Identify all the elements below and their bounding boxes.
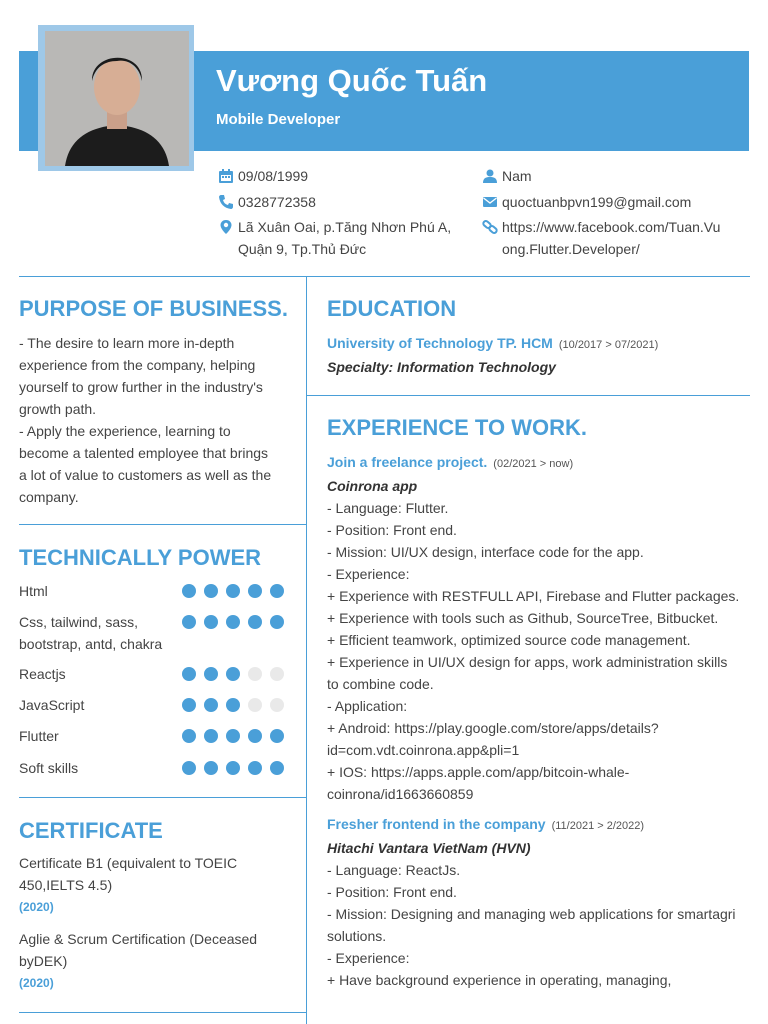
purpose-line: growth path.: [19, 401, 97, 417]
address-info: [218, 216, 451, 260]
rating-dot-filled: [270, 729, 284, 743]
website-info: [482, 216, 720, 260]
experience-title: EXPERIENCE TO WORK.: [327, 415, 587, 440]
purpose-line: a lot of value to customers as well as the: [19, 467, 272, 483]
job-detail: + Experience with RESTFULL API, Firebase and Flutter packages.: [327, 588, 740, 604]
job-title: Fresher frontend in the company: [327, 816, 546, 832]
job-detail: - Position: Front end.: [327, 884, 457, 900]
job-company: Coinrona app: [327, 478, 418, 494]
education-specialty: Specialty: Information Technology: [327, 359, 556, 375]
certificate-line: byDEK): [19, 953, 68, 969]
purpose-line: - Apply the experience, learning to: [19, 423, 231, 439]
candidate-role: Mobile Developer: [216, 111, 341, 128]
android-link[interactable]: id=com.vdt.coinrona.app&pli=1: [327, 742, 520, 758]
calendar-icon: [218, 168, 234, 184]
rating-dot-filled: [248, 729, 262, 743]
ios-link[interactable]: + IOS: https://apps.apple.com/app/bitcoin-whale-: [327, 764, 630, 780]
rating-dot-filled: [226, 615, 240, 629]
website-line1[interactable]: https://www.facebook.com/Tuan.Vu: [502, 219, 721, 235]
rating-dot-filled: [182, 729, 196, 743]
job-detail: - Application:: [327, 698, 408, 714]
job-detail: + Experience with tools such as Github, SourceTree, Bitbucket.: [327, 610, 719, 626]
email-icon: [482, 194, 498, 210]
rating-dot-filled: [182, 698, 196, 712]
rating-dot-filled: [182, 761, 196, 775]
user-icon: [482, 168, 498, 184]
skill-name: Flutter: [19, 728, 59, 744]
rating-dot-filled: [248, 615, 262, 629]
job-detail: - Position: Front end.: [327, 522, 457, 538]
certificate-item: [19, 928, 299, 994]
rating-dot-filled: [226, 729, 240, 743]
rating-dot-empty: [248, 667, 262, 681]
skill-rating: [174, 615, 284, 629]
profile-photo: [45, 31, 189, 166]
rating-dot-filled: [248, 584, 262, 598]
rating-dot-filled: [204, 729, 218, 743]
rating-dot-filled: [248, 761, 262, 775]
address-line2: Quận 9, Tp.Thủ Đức: [238, 241, 367, 257]
job-detail: + Have background experience in operating, managing,: [327, 972, 672, 988]
certificate-year: (2020): [19, 900, 54, 914]
rating-dot-filled: [204, 761, 218, 775]
rating-dot-filled: [182, 615, 196, 629]
skill-row: [19, 757, 284, 779]
purpose-line: experience from the company, helping: [19, 357, 256, 373]
skill-row: [19, 725, 284, 747]
job-detail: + Efficient teamwork, optimized source code management.: [327, 632, 691, 648]
purpose-line: become a talented employee that brings: [19, 445, 269, 461]
android-link[interactable]: + Android: https://play.google.com/store/apps/details?: [327, 720, 659, 736]
rating-dot-empty: [270, 698, 284, 712]
skill-name: Html: [19, 583, 48, 599]
address-line1: Lã Xuân Oai, p.Tăng Nhơn Phú A,: [238, 219, 452, 235]
email-info: [482, 191, 691, 213]
skill-row: [19, 663, 284, 685]
rating-dot-filled: [270, 761, 284, 775]
rating-dot-filled: [182, 667, 196, 681]
purpose-line: company.: [19, 489, 79, 505]
rating-dot-filled: [204, 698, 218, 712]
certificate-line: Certificate B1 (equivalent to TOEIC: [19, 855, 238, 871]
skill-rating: [174, 584, 284, 598]
job-entry: [327, 813, 752, 991]
skills-divider: [19, 797, 306, 798]
job-detail: solutions.: [327, 928, 387, 944]
candidate-name: Vương Quốc Tuấn: [216, 63, 488, 98]
skill-name-line2: bootstrap, antd, chakra: [19, 636, 163, 652]
job-detail: - Language: ReactJs.: [327, 862, 461, 878]
job-detail: - Language: Flutter.: [327, 500, 449, 516]
education-title: EDUCATION: [327, 296, 457, 321]
school-name: University of Technology TP. HCM: [327, 335, 553, 351]
job-detail: - Mission: Designing and managing web applications for smartagri: [327, 906, 736, 922]
skill-rating: [174, 761, 284, 775]
education-period: (10/2017 > 07/2021): [558, 339, 659, 351]
rating-dot-filled: [204, 584, 218, 598]
rating-dot-filled: [226, 667, 240, 681]
certificate-divider: [19, 1012, 306, 1013]
certificate-title: CERTIFICATE: [19, 818, 163, 843]
job-detail: - Experience:: [327, 566, 410, 582]
skill-name: Soft skills: [19, 760, 79, 776]
certificate-item: [19, 852, 299, 918]
skill-name: Reactjs: [19, 666, 66, 682]
rating-dot-empty: [270, 667, 284, 681]
gender-text: Nam: [502, 168, 532, 184]
job-detail: to combine code.: [327, 676, 434, 692]
job-detail: - Mission: UI/UX design, interface code for the app.: [327, 544, 644, 560]
purpose-line: - The desire to learn more in-depth: [19, 335, 235, 351]
skills-title: TECHNICALLY POWER: [19, 545, 262, 570]
purpose-title: PURPOSE OF BUSINESS.: [19, 296, 288, 321]
website-line2[interactable]: ong.Flutter.Developer/: [502, 241, 640, 257]
job-entry: [327, 451, 752, 805]
skill-row: [19, 611, 284, 655]
phone-info: [218, 191, 316, 213]
purpose-divider: [19, 524, 306, 525]
link-icon: [482, 219, 498, 235]
education-entry: [327, 332, 747, 378]
rating-dot-filled: [204, 667, 218, 681]
job-period: (02/2021 > now): [493, 458, 574, 470]
job-detail: - Experience:: [327, 950, 410, 966]
certificate-year: (2020): [19, 976, 54, 990]
email-text[interactable]: quoctuanbpvn199@gmail.com: [502, 194, 692, 210]
location-icon: [218, 219, 234, 235]
skill-row: [19, 694, 284, 716]
skill-rating: [174, 667, 284, 681]
purpose-line: yourself to grow further in the industry's: [19, 379, 263, 395]
birthday-text: 09/08/1999: [238, 168, 309, 184]
rating-dot-filled: [270, 615, 284, 629]
certificate-line: Aglie & Scrum Certification (Deceased: [19, 931, 258, 947]
job-detail: + Experience in UI/UX design for apps, work administration skills: [327, 654, 728, 670]
skill-row: [19, 580, 284, 602]
rating-dot-filled: [226, 761, 240, 775]
rating-dot-filled: [204, 615, 218, 629]
column-divider: [306, 276, 307, 1024]
phone-text[interactable]: 0328772358: [238, 194, 316, 210]
skill-name: JavaScript: [19, 697, 85, 713]
rating-dot-filled: [270, 584, 284, 598]
header-divider: [19, 276, 750, 277]
certificate-line: 450,IELTS 4.5): [19, 877, 113, 893]
rating-dot-filled: [226, 584, 240, 598]
job-period: (11/2021 > 2/2022): [551, 820, 645, 832]
ios-link[interactable]: coinrona/id1663660859: [327, 786, 474, 802]
gender-info: [482, 165, 532, 187]
skill-rating: [174, 698, 284, 712]
job-company: Hitachi Vantara VietNam (HVN): [327, 840, 531, 856]
rating-dot-empty: [248, 698, 262, 712]
education-divider: [306, 395, 750, 396]
birthday-info: [218, 165, 308, 187]
skill-name: Css, tailwind, sass,: [19, 614, 139, 630]
rating-dot-filled: [226, 698, 240, 712]
rating-dot-filled: [182, 584, 196, 598]
phone-icon: [218, 194, 234, 210]
purpose-text: [19, 332, 299, 508]
skill-rating: [174, 729, 284, 743]
job-title: Join a freelance project.: [327, 454, 488, 470]
